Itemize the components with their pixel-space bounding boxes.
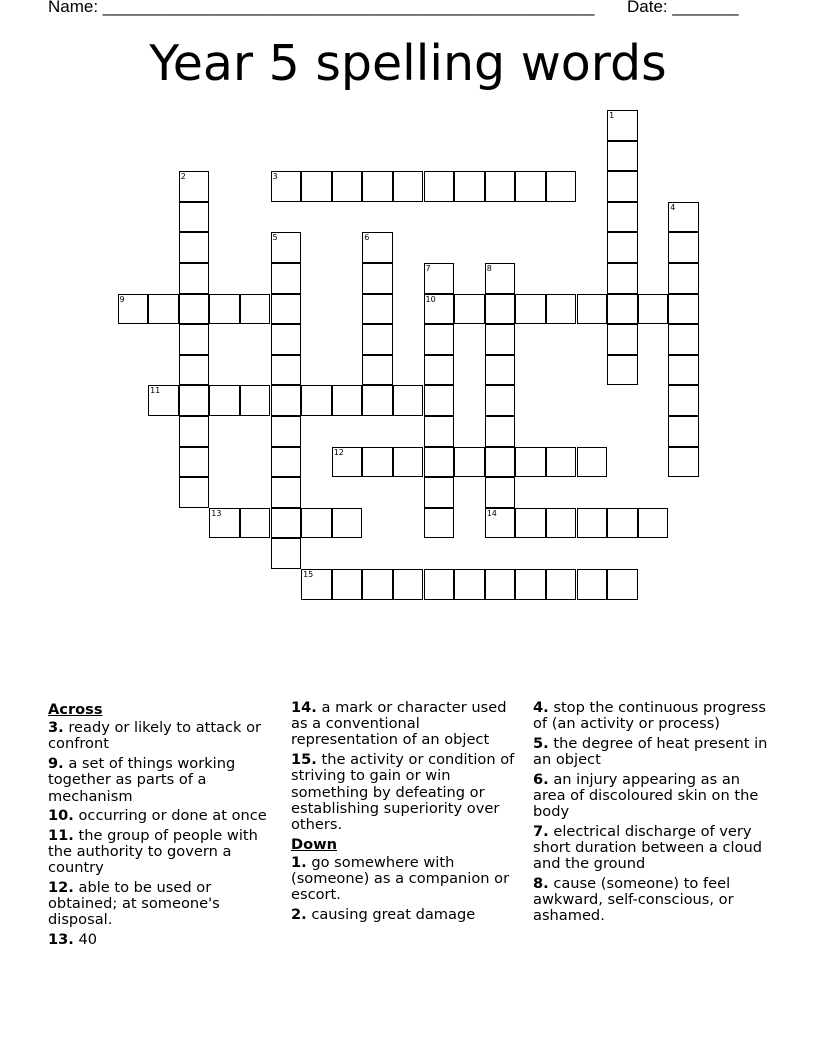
clue-number-label: 6 [364, 233, 370, 243]
grid-cell[interactable] [362, 355, 393, 386]
clue-text: causing great damage [311, 905, 476, 923]
name-field[interactable]: Name: ____________________________________________________ [48, 0, 595, 16]
grid-cell[interactable] [362, 232, 393, 263]
clue-across-10 [48, 808, 278, 824]
clue-number-label: 5 [272, 233, 278, 243]
grid-cell[interactable] [179, 294, 210, 325]
clue-across-9 [48, 756, 278, 805]
grid-cell[interactable] [179, 447, 210, 478]
grid-cell[interactable] [454, 171, 485, 202]
grid-cell[interactable] [179, 385, 210, 416]
grid-cell[interactable] [607, 294, 638, 325]
clue-number: 4. [533, 699, 549, 716]
grid-cell[interactable] [454, 447, 485, 478]
grid-cell[interactable] [179, 171, 210, 202]
grid-cell[interactable] [362, 385, 393, 416]
grid-cell[interactable] [240, 508, 271, 539]
grid-cell[interactable] [668, 447, 699, 478]
clue-number-label: 15 [303, 570, 314, 579]
clue-number-label: 7 [425, 264, 431, 273]
clue-text: ready or likely to attack or confront [48, 719, 262, 753]
clues-column-3 [533, 700, 773, 928]
grid-cell[interactable] [148, 294, 179, 325]
grid-cell[interactable] [515, 171, 546, 202]
clue-text: occurring or done at once [78, 807, 267, 825]
clue-across-3 [48, 720, 278, 752]
grid-cell[interactable] [271, 355, 302, 386]
grid-cell[interactable] [515, 447, 546, 478]
grid-cell[interactable] [485, 569, 516, 600]
clue-text: the degree of heat present in an object [533, 734, 768, 769]
clue-number: 9. [48, 755, 64, 773]
grid-cell[interactable] [179, 416, 210, 447]
grid-cell[interactable] [607, 232, 638, 263]
clue-number-label: 11 [150, 386, 161, 396]
clue-across-11 [48, 828, 278, 877]
grid-cell[interactable] [454, 294, 485, 325]
grid-cell[interactable] [179, 477, 210, 508]
grid-cell[interactable] [515, 569, 546, 600]
clues-column-1 [48, 700, 278, 952]
grid-cell[interactable] [118, 294, 149, 325]
grid-cell[interactable] [179, 324, 210, 355]
grid-cell[interactable] [393, 447, 424, 478]
grid-cell[interactable] [271, 538, 302, 569]
grid-cell[interactable] [179, 232, 210, 263]
grid-cell[interactable] [332, 171, 363, 202]
grid-cell[interactable] [546, 508, 577, 539]
grid-cell[interactable] [148, 385, 179, 416]
clue-down-8 [533, 876, 773, 925]
grid-cell[interactable] [362, 324, 393, 355]
clue-number-label: 14 [486, 508, 497, 518]
grid-cell[interactable] [271, 416, 302, 447]
clue-number-label: 4 [670, 202, 676, 212]
grid-cell[interactable] [424, 324, 455, 355]
clue-number: 7. [533, 822, 549, 840]
grid-cell[interactable] [179, 355, 210, 386]
grid-cell[interactable] [393, 569, 424, 600]
clue-number-label: 3 [272, 172, 278, 182]
grid-cell[interactable] [424, 385, 455, 416]
clue-across-12 [48, 880, 278, 929]
clue-number: 11. [48, 826, 74, 844]
grid-cell[interactable] [485, 263, 516, 294]
grid-cell[interactable] [515, 294, 546, 325]
grid-cell[interactable] [607, 355, 638, 386]
clue-down-4 [533, 700, 773, 732]
grid-cell[interactable] [607, 263, 638, 294]
grid-cell[interactable] [485, 508, 516, 539]
grid-cell[interactable] [209, 294, 240, 325]
grid-cell[interactable] [485, 477, 516, 508]
grid-cell[interactable] [485, 294, 516, 325]
grid-cell[interactable] [271, 324, 302, 355]
grid-cell[interactable] [607, 110, 638, 141]
grid-cell[interactable] [271, 385, 302, 416]
grid-cell[interactable] [607, 569, 638, 600]
clue-number: 15. [291, 751, 317, 769]
down-heading: Down [291, 835, 338, 853]
clue-text: cause (someone) to feel awkward, self-conscious, or ashamed. [533, 875, 734, 925]
grid-cell[interactable] [577, 569, 608, 600]
clue-text: a mark or character used as a conventional representation of an object [291, 699, 507, 749]
grid-cell[interactable] [668, 324, 699, 355]
grid-cell[interactable] [485, 447, 516, 478]
grid-cell[interactable] [332, 569, 363, 600]
clue-number-label: 2 [180, 172, 186, 182]
clue-number: 14. [291, 699, 317, 716]
grid-cell[interactable] [607, 171, 638, 202]
grid-cell[interactable] [179, 202, 210, 233]
grid-cell[interactable] [301, 569, 332, 600]
grid-cell[interactable] [424, 263, 455, 294]
grid-cell[interactable] [362, 447, 393, 478]
clue-text: electrical discharge of very short duration between a cloud and the ground [533, 822, 763, 873]
grid-cell[interactable] [546, 447, 577, 478]
clue-down-7 [533, 824, 773, 873]
across-heading: Across [48, 701, 103, 718]
clue-number-label: 10 [425, 294, 436, 304]
clue-number-label: 13 [211, 508, 222, 518]
clue-across-13 [48, 932, 278, 948]
clue-number: 12. [48, 879, 74, 897]
grid-cell[interactable] [577, 508, 608, 539]
clue-number: 1. [291, 853, 307, 871]
date-field[interactable]: Date: _______ [627, 0, 739, 16]
clue-number-label: 12 [333, 447, 344, 457]
grid-cell[interactable] [332, 385, 363, 416]
grid-cell[interactable] [454, 569, 485, 600]
clue-text: go somewhere with (someone) as a companion or escort. [291, 853, 510, 904]
clue-text: an injury appearing as an area of discoloured skin on the body [533, 770, 759, 821]
clue-across-15 [291, 752, 519, 833]
grid-cell[interactable] [271, 232, 302, 263]
clue-down-6 [533, 772, 773, 821]
grid-cell[interactable] [179, 263, 210, 294]
grid-cell[interactable] [271, 294, 302, 325]
grid-cell[interactable] [424, 477, 455, 508]
grid-cell[interactable] [424, 447, 455, 478]
grid-cell[interactable] [638, 294, 669, 325]
grid-cell[interactable] [607, 508, 638, 539]
grid-cell[interactable] [668, 263, 699, 294]
grid-cell[interactable] [332, 508, 363, 539]
grid-cell[interactable] [209, 385, 240, 416]
clues-column-2 [291, 700, 519, 927]
grid-cell[interactable] [638, 508, 669, 539]
clue-text: a set of things working together as parts of a mechanism [48, 755, 236, 805]
clue-number: 6. [533, 770, 549, 788]
grid-cell[interactable] [362, 263, 393, 294]
grid-cell[interactable] [485, 416, 516, 447]
grid-cell[interactable] [668, 202, 699, 233]
grid-cell[interactable] [301, 508, 332, 539]
grid-cell[interactable] [607, 324, 638, 355]
grid-cell[interactable] [668, 416, 699, 447]
grid-cell[interactable] [607, 141, 638, 172]
clue-number-label: 1 [609, 111, 615, 120]
grid-cell[interactable] [577, 447, 608, 478]
grid-cell[interactable] [485, 385, 516, 416]
grid-cell[interactable] [668, 294, 699, 325]
grid-cell[interactable] [271, 171, 302, 202]
clue-text: the activity or condition of striving to gain or win something by defeating or establishing superiority over others. [291, 751, 515, 833]
grid-cell[interactable] [546, 569, 577, 600]
grid-cell[interactable] [668, 355, 699, 386]
grid-cell[interactable] [362, 294, 393, 325]
clue-number: 3. [48, 719, 64, 737]
clue-number: 5. [533, 734, 549, 752]
clue-number: 13. [48, 931, 74, 949]
grid-cell[interactable] [424, 294, 455, 325]
clue-number-label: 8 [486, 264, 492, 273]
grid-cell[interactable] [271, 263, 302, 294]
grid-cell[interactable] [668, 232, 699, 263]
grid-cell[interactable] [485, 355, 516, 386]
grid-cell[interactable] [301, 171, 332, 202]
grid-cell[interactable] [209, 508, 240, 539]
clue-down-1 [291, 855, 519, 904]
grid-cell[interactable] [362, 569, 393, 600]
page-title: Year 5 spelling words [149, 35, 667, 92]
grid-cell[interactable] [393, 171, 424, 202]
clue-text: stop the continuous progress of (an activity or process) [533, 699, 766, 733]
grid-cell[interactable] [424, 569, 455, 600]
grid-cell[interactable] [668, 385, 699, 416]
clue-down-2 [291, 907, 519, 923]
grid-cell[interactable] [332, 447, 363, 478]
grid-cell[interactable] [240, 385, 271, 416]
grid-cell[interactable] [271, 508, 302, 539]
grid-cell[interactable] [301, 385, 332, 416]
grid-cell[interactable] [485, 171, 516, 202]
clue-number-label: 9 [119, 294, 125, 304]
grid-cell[interactable] [240, 294, 271, 325]
grid-cell[interactable] [607, 202, 638, 233]
grid-cell[interactable] [424, 416, 455, 447]
grid-cell[interactable] [546, 294, 577, 325]
grid-cell[interactable] [271, 447, 302, 478]
grid-cell[interactable] [362, 171, 393, 202]
clue-text: 40 [78, 931, 98, 949]
clue-text: able to be used or obtained; at someone's disposal. [48, 879, 220, 929]
clue-number: 8. [533, 875, 549, 893]
grid-cell[interactable] [393, 385, 424, 416]
clue-text: the group of people with the authority to govern a country [48, 826, 258, 877]
grid-cell[interactable] [271, 477, 302, 508]
clue-number: 2. [291, 905, 307, 923]
grid-cell[interactable] [424, 355, 455, 386]
grid-cell[interactable] [485, 324, 516, 355]
grid-cell[interactable] [515, 508, 546, 539]
grid-cell[interactable] [424, 171, 455, 202]
clue-number: 10. [48, 807, 74, 825]
clue-down-5 [533, 736, 773, 768]
grid-cell[interactable] [577, 294, 608, 325]
grid-cell[interactable] [546, 171, 577, 202]
grid-cell[interactable] [424, 508, 455, 539]
clue-across-14 [291, 700, 519, 749]
